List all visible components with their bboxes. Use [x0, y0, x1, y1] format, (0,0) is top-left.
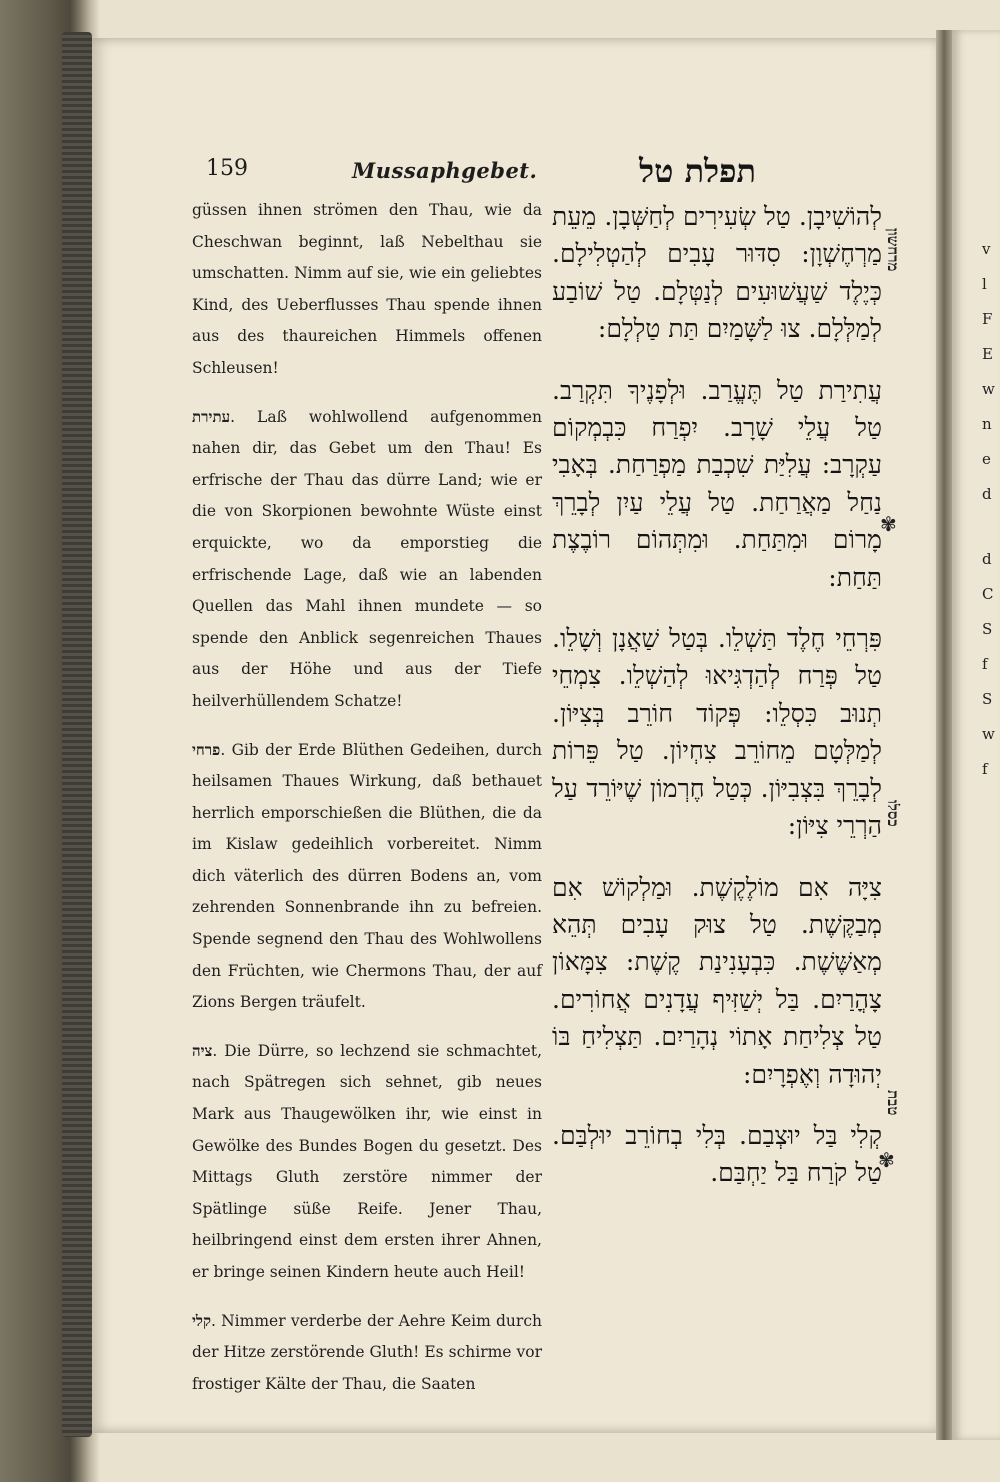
hebrew-stanza: עֲתִירַת טַל תֶּעֱרַב. וּלְפָנֶיךָ תִּקְרַב. טַל עֲלֵי שָׁרָב. יִפְרַח כִּבְמְקוֹם עַקְרָב: עֲלִיַּת שִׁכְבַת מַפְרַחַת. בְּאָבִי נַחַל מַאֲרַחַת. טַל עֲלֵי עַיִן לְבָרֵךְ מָרוֹם וּמִתַּחַת. וּמִתְּהוֹם רוֹבֶצֶת תַּחַת:: [552, 375, 882, 592]
hebrew-stanza: פִּרְחֵי חֶלֶד תַּשְׁלֵו. בְּטַל שַׁאֲנָן וְשָׁלֵו. טַל פְּרַח לְהַדְגִּיאוּ לְהַשְׁלֵו. צִמְחֵי תְנוּב כִּסְלֵו: פְּקוֹד חוֹרֵב בְּצִיּוֹן. לְמַלְּטָם מֵחוֹרֵב צִחְיוֹן. טַל פֵּרוֹת לְבָרֵךְ בִּצְבִיּוֹן. כְּטַל חֶרְמוֹן שֶׁיּוֹרֵד עַל הַרְרֵי צִיּוֹן:: [552, 624, 882, 841]
page-title-hebrew: תפלת טל: [639, 152, 756, 190]
month-side-note: מרחשון: [884, 228, 902, 272]
facing-page-edge: v l F E w n e d d C S f S w f: [952, 30, 1000, 1440]
page-title-german: Mussaphgebet.: [352, 158, 538, 183]
hebrew-headword: עתירת: [192, 407, 231, 426]
hebrew-headword: קלי: [192, 1311, 211, 1330]
german-paragraph: עתירת. Laß wohlwollend aufgenommen nahen dir, das Gebet um den Thau! Es erfrische der Thau das dürre Land; wie er die von Skorpionen bewohnte Wüste einst erquickte, wo da emporstieg die erfrischende Lage, daß wie an labenden Quellen das Mahl ihnen mundete — so spende den Anblick segenreichen Thaues aus der Höhe und aus der Tiefe heilverhüllendem Schatze!: [192, 407, 542, 710]
hebrew-stanza: צִיָּה אִם מוֹלֶקֶשֶׁת. וּמַלְקוֹשׁ אִם מְבַקֶּשֶׁת. טַל צוּק עָבִים תְּהֵא מְאַשֶּׁשֶׁת. כִּבְעָנִינַת קֶשֶׁת: צִמָּאוֹן צָהֳרַיִם. בַּל יְשַׁזִּיף עֲדָנִים אֲחוֹרִים. טַל צְלִיחַת אָתוֹי נְהָרַיִם. תַּצְלִיחַ בּוֹ יְהוּדָה וְאֶפְרָיִם:: [552, 872, 882, 1089]
german-paragraph: ציה. Die Dürre, so lechzend sie schmachtet, nach Spätregen sich sehnet, gib neues Mark aus Thaugewölken ihr, wie einst in Gewölke des Bundes Bogen du gesetzt. Des Mittags Gluth zerstöre nimmer der Spätlinge süße Reife. Jener Thau, heilbringend einst dem ersten ihrer Ahnen, er bringe seinen Kindern heute auch Heil!: [192, 1041, 542, 1281]
page-gutter: [936, 30, 952, 1440]
month-side-note: כסלו: [884, 800, 902, 827]
hebrew-prayer-column: [552, 198, 882, 1192]
month-side-note: טבת: [884, 1090, 902, 1116]
hebrew-stanza: לְהוֹשִׁיבָן. טַל שְׂעִירִים לְחַשְּׁבָן. מֵעֵת מַרְחֶשְׁוָן: סִדּוּר עָבִים לְהַטְלִילָם. כְּיֶלֶד שַׁעֲשׁוּעִים לְנַטְּלָם. טַל שׁוֹבַע לְמַלְּלָם. צוּ לַשָּׁמַיִם תַּת טַלְלָם:: [552, 202, 882, 344]
hebrew-headword: פרחי: [192, 740, 221, 759]
ornament-icon: ✾: [878, 1148, 895, 1172]
hebrew-stanza: קְלִי בַּל יוּצְבַם. בְּלִי בְחוֹרֵב יוּלְבַּם. טַל קֹרַח בַּל יַחְבַּם.: [552, 1120, 882, 1188]
german-translation-column: [192, 195, 542, 1400]
book-binding: [62, 32, 92, 1437]
german-paragraph: קלי. Nimmer verderbe der Aehre Keim durch der Hitze zerstörende Gluth! Es schirme vor frostiger Kälte der Thau, die Saaten: [192, 1311, 542, 1393]
hebrew-headword: ציה: [192, 1041, 213, 1060]
page-number: 159: [206, 156, 248, 181]
german-paragraph: güssen ihnen strömen den Thau, wie da Cheschwan beginnt, laß Nebelthau sie umschatten. Nimm auf sie, wie ein geliebtes Kind, des Ueberflusses Thau spende ihnen aus des thaureichen Himmels offenen Schleusen!: [192, 201, 542, 377]
ornament-icon: ✾: [880, 512, 897, 536]
german-paragraph: פרחי. Gib der Erde Blüthen Gedeihen, durch heilsamen Thaues Wirkung, daß bethauet herrlich emporschießen die Blüthen, die da im Kislaw gedeihlich vorbereitet. Nimm dich väterlich des dürren Bodens an, vom zehrenden Sonnenbrande ihn zu befreien. Spende segnend den Thau des Wohlwollens den Früchten, wie Chermons Thau, der auf Zions Bergen träufelt.: [192, 740, 542, 1012]
